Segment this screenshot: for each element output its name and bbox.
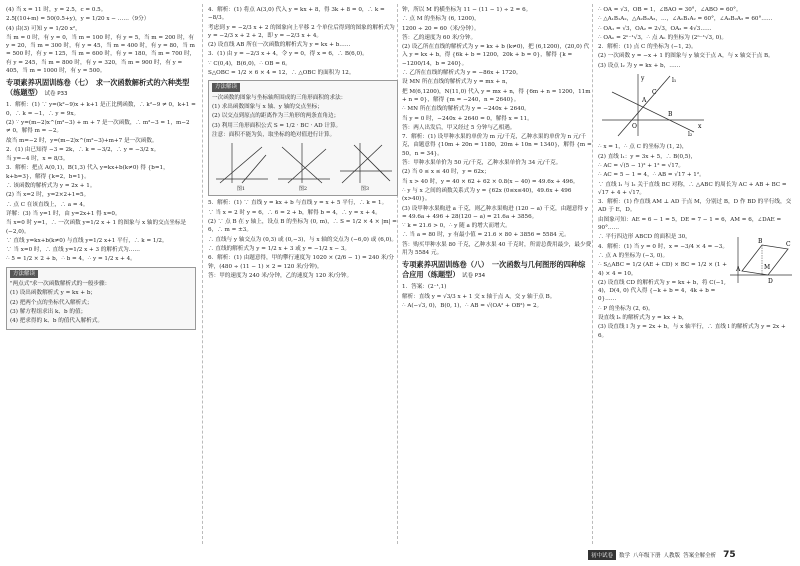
text-line: 当 y = 0 时，−240x + 2640 = 0，解得 x = 11。: [402, 115, 533, 122]
text-line: ∴ 点 M 的坐标为 (6, 1200)，: [402, 16, 480, 23]
graph-1: [212, 141, 270, 193]
coordinate-figure-1: [598, 72, 794, 141]
tip-line: "两点式"求一次函数解析式的一般步骤：: [10, 281, 111, 288]
page-number: 75: [723, 550, 736, 560]
tip-line: (1) 求出函数图象与 x 轴、y 轴的交点坐标；: [212, 103, 323, 110]
text-line: 2．解析：(1) 点 C 的坐标为 (−1, 2)。: [598, 44, 697, 51]
text-line: ∵ k = 21.6 > 0，∴ y 随 a 的增大而增大。: [402, 223, 511, 230]
text-line: ∴ 直线的解析式为 y = 1/2 x + 3 或 y = −1/2 x − 3。: [208, 245, 351, 252]
text-line: (2) 一次函数 y = −x + 1 的图象与 y 轴交于点 A，与 x 轴交于点 B。: [598, 53, 774, 60]
text-line: 答：乙的速度为 60 米/分钟。: [402, 34, 477, 41]
text-line: (4) 当 x = 11 时，y = 2.5，c = 0.5。: [6, 7, 107, 13]
text-line: ∴ AC = 5 − 1 = 4，∴ AB = √17 + 1²。: [598, 172, 705, 179]
coordinate-figure-2: [728, 235, 794, 288]
text-line: (3) 设甲种水果购进 a 千克，则乙种水果购进 (120 − a) 千克，由题意得 y = 49.6a + 496 + 28(120 − a) = 21.6a + 3856。: [402, 205, 588, 220]
text-line: (2) ∵ y=(m−2)x^(m²−3) + m + 7 是一次函数，∴ m²−3 = 1，m−2 ≠ 0，解得 m = −2。: [6, 119, 190, 135]
text-line: 5．解析：(1) ∵ 直线 y = kx + b 与直线 y = x + 5 平行，∴ k = 1。: [208, 200, 388, 207]
fig-label: y: [641, 75, 645, 83]
text-line: (2) 设直线 AB 所在一次函数的解析式为 y = kx + b……: [208, 42, 351, 49]
section-heading: [402, 260, 592, 281]
tip-line: (3) 解方程组求出 k、b 的值；: [10, 308, 87, 315]
column-divider: [592, 4, 593, 544]
method-tip-box: [208, 80, 398, 196]
text-line: 考虑到 y = −2/3 x + 2 的图象向上平移 2 个单位后得到的图象的解析式为 y = −2/3 x + 2 + 2，即 y = −2/3 x + 4。: [208, 24, 395, 39]
text-line: ∵ 当 x=0 时，∴ 直线 y=1/2 x + 3 的解析式为……: [6, 247, 140, 254]
text-line: (2) 当 0 ≤ x ≤ 40 时，y = 62x；: [402, 169, 490, 176]
text-line: (2) 直线 l₁：y = 3x + 5，∴ B(0,5)，: [598, 153, 697, 160]
fig-label: A: [642, 97, 647, 105]
text-line: 2．(1) 由已知得 −3 = 2k，∴ k = −3/2，∴ y = −3/2 x。: [6, 146, 160, 153]
text-line: ∴ y 与 x 之间的函数关系式为 y = {62x (0≤x≤40)，49.6x + 496 (x>40)}。: [402, 187, 572, 203]
grade-label: 八年级下册: [633, 553, 661, 559]
section-title: 专项素养巩固训练卷（八） 一次函数与几何图形的四种综合应用（练题型）: [402, 260, 586, 280]
text-line: 3．(1) 由 y = −2/3 x + 4，令 y = 0，得 x = 6，∴ B(6,0)。: [208, 51, 368, 58]
graph-2: [274, 141, 332, 193]
text-line: ∴ P 的坐标为 (2, 6)。: [598, 305, 654, 312]
text-line: 答：甲种水果单价为 50 元/千克，乙种水果单价为 34 元/千克。: [402, 160, 562, 167]
graph-2-drawing: [274, 141, 332, 185]
text-line: 答：甲的速度为 240 米/分钟，乙的速度为 120 米/分钟。: [208, 272, 353, 279]
text-line: 钟，所以 M 的横坐标为 11 − (11 − 1) ÷ 2 = 6。: [402, 7, 532, 13]
fig-label: l₁: [672, 77, 677, 85]
fig-label: O: [632, 123, 637, 131]
text-line: 由图象可知：AE = 6 − 1 = 5，DE = 7 − 1 = 6，AM = 6，∠DAE = 90°……: [598, 216, 782, 232]
section-ref: 试卷 P33: [44, 91, 68, 98]
tip-label: 方法解读: [10, 270, 38, 278]
text-line: 详解：(3) 当 y=1 时，由 y=2x+1 得 x=0。: [6, 210, 121, 217]
text-line: ∴ 乙所在直线的解析式为 y = −86x + 1720。: [402, 70, 522, 77]
text-line: (4) 由(3) 可知 y = 1/20 x²，: [6, 25, 81, 32]
fig-label: C: [786, 241, 791, 249]
text-line: (2) 设乙所在直线的解析式为 y = kx + b (k≠0)，把 (6,1200)，(20,0) 代入 y = kx + b，得 {6k + b = 1200，20k + b = 0}，解得 {k = −1200/14，b = 240}。: [402, 44, 590, 67]
text-line: ∴ △A₁B₁A₂，△A₂B₂A₃，…，∠A₁B₁A₂ = 60°，∠A₂B₂A₃ = 60°……: [598, 16, 773, 23]
column-3: [402, 6, 592, 544]
text-line: ∴ A(−√3, 0)，B(0, 1)，∴ AB = √(OA² + OB²) = 2。: [402, 302, 543, 309]
text-line: 6．解析：(1) 由题意得，甲的攀行速度为 1020 × (2/6 − 1) = 240 米/分钟，(480 ÷ (11 − 1) × 2 = 120 米/分钟)。: [208, 255, 394, 270]
text-line: ∴ OA = √3，OB = 1，∠BAO = 30°，∠ABO = 60°。: [598, 7, 742, 13]
text-line: 4．解析：(1) 将点 A(3,0) 代入 y = kx + 8，得 3k + 8 = 0，∴ k = −8/3。: [208, 7, 385, 22]
text-line: (2) ∵ 点 B 在 y 轴上，设点 B 的坐标为 (0, m)，∴ S = 1/2 × 4 × |m| = 6，∴ m = ±3。: [208, 219, 397, 234]
text-line: 4．解析：(1) 当 y = 0 时，x = −3/4 × 4 = −3。: [598, 243, 728, 250]
text-line: 7．解析：(1) 设甲种水果的单价为 m 元/千克，乙种水果的单价为 n 元/千克，由题意得 {10m + 20n = 1180，20m + 10n = 1340}，解得 {m = 50，n = 34}。: [402, 134, 592, 157]
graph-1-drawing: [212, 141, 270, 185]
column-4: [598, 6, 794, 544]
fig-label: B: [758, 238, 763, 246]
fig-label: B: [668, 111, 673, 119]
tip-line: (3) 利用三角形面积公式 S = 1/2 · BC · AD 计算。: [212, 122, 342, 129]
page-footer: [588, 549, 794, 561]
coordinate-figure-1-drawing: [598, 72, 708, 138]
text-line: ∴ 平行四边形 ABCD 的面积是 30，: [598, 234, 691, 241]
fig-label: x: [698, 123, 702, 131]
text-line: S△OBC = 1/2 × 6 × 4 = 12，∴ △OBC 的面积为 12。: [208, 70, 355, 77]
text-line: ∴ OAₙ = 2ⁿ⁻¹√3，∴ 点 Aₙ 的坐标为 (2ⁿ⁻¹√3, 0)。: [598, 34, 727, 41]
text-line: 1200 ÷ 20 = 60（米/分钟）。: [402, 25, 480, 32]
text-line: ∴ 该函数的解析式为 y = 2x + 1。: [6, 183, 96, 190]
text-line: (2) 当 x=2 时，y=2×2+1=5。: [6, 192, 90, 199]
graph-caption: 图3: [360, 186, 370, 193]
tip-line: (1) 设出函数解析式 y = kx + b；: [10, 290, 97, 297]
text-line: 2.5[(10+m) = 50(0.5+y)，y = 1/20 x − ……（9分）: [6, 16, 150, 23]
text-line: 当 y=−4 时，x = 8/3。: [6, 156, 69, 163]
text-line: 答：购买甲种水果 80 千克，乙种水果 40 千克时，所需总费用最少，最少费用为 5584 元。: [402, 241, 592, 257]
graph-caption: 图2: [298, 186, 308, 193]
text-line: ∴ 直线与 y 轴交点为 (0,3) 或 (0,−3)，与 x 轴的交点为 (−6,0) 或 (6,0)。: [208, 236, 397, 243]
text-line: ∴ OA₁ = √3，OA₂ = 2√3，OA₃ = 4√3……: [598, 25, 712, 32]
tip-line: (4) 把求得的 k、b 的值代入解析式。: [10, 318, 103, 325]
tip-line: 注意：面积不能为负，取坐标的绝对值进行计算。: [212, 131, 336, 138]
text-line: 3．解析：把点 A(0,1)，B(1,3) 代入 y=kx+b(k≠0) 得 {b=1，k+b=3}，解得 {k=2，b=1}。: [6, 165, 169, 180]
text-line: 答：两人出发后，甲又经过 5 分钟与乙相遇。: [402, 124, 516, 131]
fig-label: A: [736, 266, 741, 274]
column-divider: [202, 4, 203, 544]
text-line: 当 x > 40 时，y = 40 × 62 + 62 × 0.8(x − 40) = 49.6x + 496。: [402, 178, 579, 185]
text-line: 当 m = 0 时，有 y = 0，当 m = 100 时，有 y = 5，当 m = 200 时，有 y = 20，当 m = 300 时，有 y = 45，当 m = 400 时，有 y = 80，当 m = 500 时，有 y = 125，当 m = 600 时，有 y = 180，当 m = 700 时，有 y = 245，当 m = 800 时，有 y = 320，当 m = 900 时，有 y = 405，当 m = 1000 时，有 y = 500。: [6, 34, 196, 75]
text-line: ∴ AC = √(5 − 1)² + 1² = √17。: [598, 162, 684, 169]
text-line: 当 x=0 时 y=1，∴ 一次函数 y=1/2 x + 1 的图象与 x 轴的交点坐标是 (−2,0)。: [6, 220, 187, 235]
text-line: ∴ MN 所在直线的解析式为 y = −240x + 2640。: [402, 106, 530, 113]
text-line: ∵ C(0,4)，B(6,0)，∴ OB = 6。: [208, 60, 291, 67]
text-line: 设直线 l₃ 的解析式为 y = kx + b，: [598, 315, 688, 322]
text-line: ∴ x = 1，∴ 点 C 的坐标为 (1, 2)，: [598, 144, 688, 151]
text-line: ∵ 当 x = 2 时 y = 6，∴ 6 = 2 + b，解得 b = 4，∴ y = x + 4。: [208, 209, 381, 216]
text-line: ∴ S△ABC = 1/2 (AE + CD) × BC = 1/2 × (1 + 4) × 4 = 10。: [598, 262, 727, 277]
section-heading: [6, 78, 196, 99]
text-line: 1．答案：(2⁻¹,1): [402, 284, 447, 291]
text-line: ∴ 当 a = 80 时，y 有最小值 = 21.6 × 80 + 3856 = 5584 元。: [402, 232, 570, 239]
text-line: 设 MN 所在直线的解析式为 y = mx + n，: [402, 79, 512, 86]
subject-label: 数学: [619, 553, 631, 559]
graph-3-drawing: [336, 141, 394, 185]
text-line: ∵ 直线 y=kx+b(k≠0) 与直线 y=1/2 x+1 平行，∴ k = 1/2。: [6, 237, 168, 244]
series-badge: 初中试卷: [588, 550, 616, 560]
text-line: (3) 设点 l₂ 为 y = kx + b，……: [598, 62, 681, 69]
text-line: 故当 m=−2 时，y=(m−2)x^(m²−3)+m+7 是一次函数。: [6, 137, 158, 144]
text-line: 把 M(6,1200)，N(11,0) 代入 y = mx + n，得 {6m + n = 1200，11m + n = 0}，解得 {m = −240，n = 2640}。: [402, 88, 591, 103]
tip-line: (2) 以交点到原点的距离作为三角形的两条直角边；: [212, 113, 340, 120]
graph-row: [212, 141, 394, 193]
text-line: ∵ 直线 l₁ 与 l₂ 关于直线 BC 对称，∴ △ABC 的周长为 AC + AB + BC = √17 + 4 + √17。: [598, 181, 787, 196]
tip-line: (2) 把两个点的坐标代入解析式；: [10, 299, 93, 306]
fig-label: l₂: [688, 131, 693, 139]
column-1: [6, 6, 196, 544]
fig-label: C: [652, 89, 657, 97]
text-line: 3．解析：(1) 作直线 AM ⊥ AD 于点 M，分别过 B，D 作 BD 的平行线，交 AD 于 E，D。: [598, 199, 792, 214]
graph-3: [336, 141, 394, 193]
graph-caption: 图1: [236, 186, 246, 193]
text-line: ∴ 点 A 的坐标为 (−3, 0)。: [598, 252, 669, 259]
method-tip-box: [6, 267, 196, 330]
answer-label: 答案全解全析: [683, 553, 717, 559]
text-line: ∴ 5 = 1/2 × 2 + b，∴ b = 4，∴ y = 1/2 x + 4。: [6, 256, 136, 263]
text-line: (2) 设直线 CD 的解析式为 y = kx + b，将 C(−1, 4)，D(4, 0) 代入得 {−k + b = 4，4k + b = 0}……: [598, 279, 726, 303]
text-line: 解析：直线 y = √3/3 x + 1 交 x 轴于点 A，交 y 轴于点 B。: [402, 293, 556, 300]
section-title: 专项素养巩固训练卷（七） 求一次函数解析式的六种类型（练题型）: [6, 78, 190, 98]
text-line: (3) 设直线 l 为 y = 2x + b，与 x 轴平行，∴ 直线 l 的解析式为 y = 2x + 6。: [598, 324, 786, 339]
fig-label: D: [768, 278, 773, 286]
column-2: [208, 6, 398, 544]
coordinate-figure-2-drawing: [728, 235, 794, 285]
tip-line: 一次函数的图象与坐标轴所围成的三角形面积的求法：: [212, 94, 347, 101]
tip-label: 方法解读: [212, 83, 240, 91]
fig-label: M: [764, 264, 771, 272]
section-ref: 试卷 P34: [462, 273, 486, 280]
edition-label: 人教版: [663, 553, 681, 559]
text-line: 1．解析：(1) ∵ y=(k²−9)x + k+1 是正比例函数，∴ k²−9 ≠ 0，k+1 = 0，∴ k = −1，∴ y = 9x。: [6, 102, 196, 117]
text-line: ∴ 点 C 在该直线上，∴ a = 4。: [6, 201, 89, 208]
